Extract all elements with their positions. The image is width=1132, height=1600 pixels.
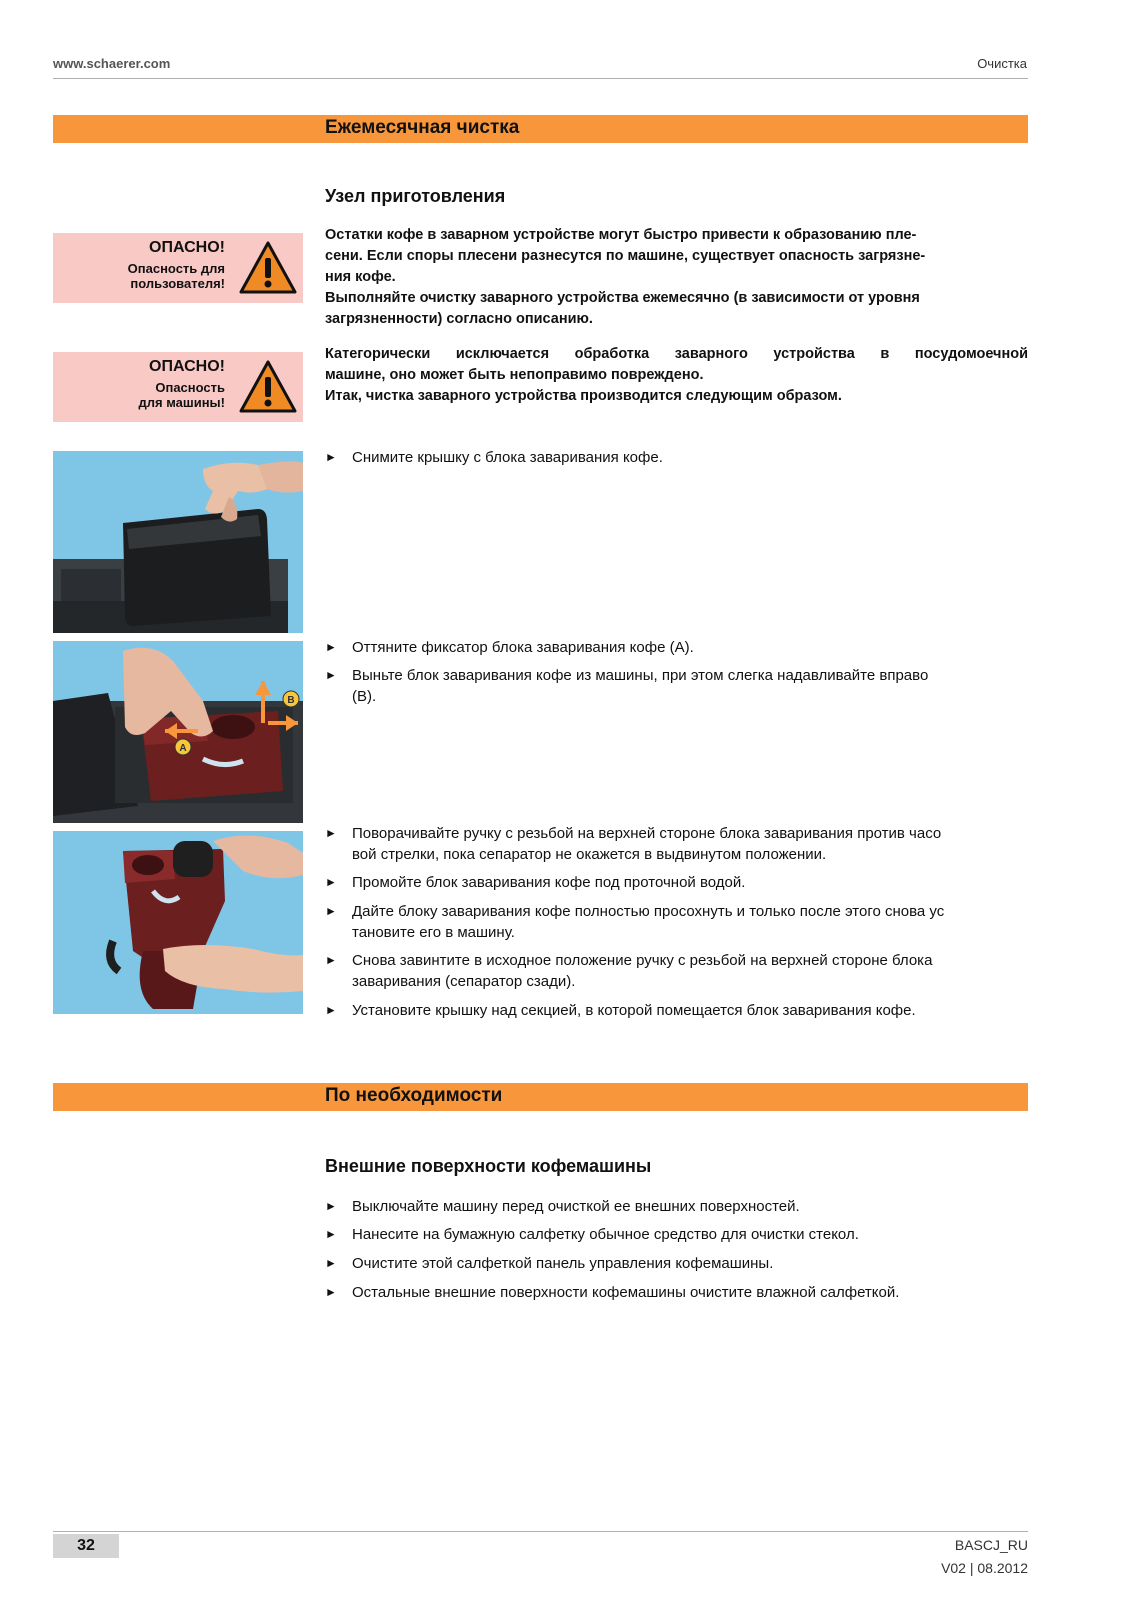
bullet-arrow-icon: ► xyxy=(325,1256,337,1270)
step-text-line: Дайте блоку заваривания кофе полностью просохнуть и только после этого снова ус xyxy=(352,903,945,920)
bullet-arrow-icon: ► xyxy=(325,668,337,682)
step-text: Установите крышку над секцией, в которой помещается блок заваривания кофе. xyxy=(352,1002,916,1019)
section-title: По необходимости xyxy=(325,1085,503,1106)
page-number: 32 xyxy=(53,1534,119,1558)
step-item xyxy=(325,447,1028,468)
step-text-line: (B). xyxy=(352,688,377,705)
paragraph-line: загрязненности) согласно описанию. xyxy=(325,311,593,327)
step-text: Промойте блок заваривания кофе под проточной водой. xyxy=(352,874,746,891)
danger-title: ОПАСНО! xyxy=(149,358,225,375)
paragraph-line: Категорически исключается обработка заварного устройства в посудомоечной xyxy=(325,346,1028,362)
section-name: Очистка xyxy=(977,56,1027,71)
step-text xyxy=(352,665,1028,707)
warning-triangle-icon xyxy=(238,240,298,296)
paragraph-line: Итак, чистка заварного устройства производится следующим образом. xyxy=(325,388,842,404)
step-item xyxy=(325,1282,1028,1303)
warning-paragraph-machine xyxy=(325,344,1028,407)
danger-box-user xyxy=(53,233,303,303)
paragraph-line: машине, оно может быть непоправимо повреждено. xyxy=(325,367,704,383)
step-item xyxy=(325,823,1028,865)
bullet-arrow-icon: ► xyxy=(325,1227,337,1241)
photo-brewing-unit-latch xyxy=(53,641,303,823)
step-item xyxy=(325,637,1028,658)
step-text-line: вой стрелки, пока сепаратор не окажется в выдвинутом положении. xyxy=(352,846,827,863)
paragraph-line: сени. Если споры плесени разнесутся по машине, существует опасность загрязне- xyxy=(325,248,926,264)
step-text xyxy=(352,823,1028,865)
step-text: Оттяните фиксатор блока заваривания кофе (A). xyxy=(352,639,694,656)
header-divider xyxy=(53,78,1028,79)
step-text-line: Выньте блок заваривания кофе из машины, при этом слегка надавливайте вправо xyxy=(352,667,929,684)
step-item xyxy=(325,1253,1028,1274)
danger-text-line: пользователя! xyxy=(130,276,225,291)
bullet-arrow-icon: ► xyxy=(325,875,337,889)
section-band-as-needed xyxy=(53,1083,1028,1111)
footer-divider xyxy=(53,1531,1028,1532)
section-title: Ежемесячная чистка xyxy=(325,117,520,138)
bullet-arrow-icon: ► xyxy=(325,953,337,967)
danger-box-machine xyxy=(53,352,303,422)
step-text: Остальные внешние поверхности кофемашины очистите влажной салфеткой. xyxy=(352,1284,900,1301)
step-text: Очистите этой салфеткой панель управления кофемашины. xyxy=(352,1255,774,1272)
danger-text-line: Опасность xyxy=(155,380,225,395)
step-item xyxy=(325,1196,1028,1217)
warning-paragraph-user xyxy=(325,225,1028,330)
label-b: B xyxy=(287,695,295,706)
paragraph-line: ния кофе. xyxy=(325,269,396,285)
subsection-title: Узел приготовления xyxy=(325,186,506,206)
warning-triangle-icon xyxy=(238,359,298,415)
step-item xyxy=(325,1000,1028,1021)
website-url: www.schaerer.com xyxy=(53,56,171,71)
danger-title: ОПАСНО! xyxy=(149,239,225,256)
bullet-arrow-icon: ► xyxy=(325,640,337,654)
step-text xyxy=(352,950,1028,992)
bullet-arrow-icon: ► xyxy=(325,904,337,918)
bullet-arrow-icon: ► xyxy=(325,826,337,840)
danger-text xyxy=(53,380,225,410)
step-item xyxy=(325,1224,1028,1245)
step-text-line: Снова завинтите в исходное положение ручку с резьбой на верхней стороне блока xyxy=(352,952,933,969)
photo-remove-cover xyxy=(53,451,303,633)
danger-text-line: для машины! xyxy=(138,395,225,410)
step-text xyxy=(352,901,1028,943)
step-item xyxy=(325,665,1028,707)
step-item xyxy=(325,901,1028,943)
label-a: A xyxy=(179,743,187,754)
bullet-arrow-icon: ► xyxy=(325,1285,337,1299)
photo-brewing-unit-hand xyxy=(53,831,303,1014)
danger-text xyxy=(53,261,225,291)
step-text-line: Поворачивайте ручку с резьбой на верхней стороне блока заваривания против часо xyxy=(352,825,942,842)
document-version: V02 | 08.2012 xyxy=(941,1560,1028,1576)
bullet-arrow-icon: ► xyxy=(325,1199,337,1213)
paragraph-line: Остатки кофе в заварном устройстве могут быстро привести к образованию пле- xyxy=(325,227,917,243)
step-text: Выключайте машину перед очисткой ее внешних поверхностей. xyxy=(352,1198,800,1215)
bullet-arrow-icon: ► xyxy=(325,1003,337,1017)
step-text: Нанесите на бумажную салфетку обычное средство для очистки стекол. xyxy=(352,1226,859,1243)
bullet-arrow-icon: ► xyxy=(325,450,337,464)
document-id: BASCJ_RU xyxy=(954,1537,1028,1553)
step-text: Снимите крышку с блока заваривания кофе. xyxy=(352,449,663,466)
step-text-line: заваривания (сепаратор сзади). xyxy=(352,973,576,990)
step-item xyxy=(325,872,1028,893)
danger-text-line: Опасность для xyxy=(127,261,225,276)
subsection-title: Внешние поверхности кофемашины xyxy=(325,1156,652,1176)
step-item xyxy=(325,950,1028,992)
paragraph-line: Выполняйте очистку заварного устройства ежемесячно (в зависимости от уровня xyxy=(325,290,920,306)
section-band-monthly xyxy=(53,115,1028,143)
step-text-line: тановите его в машину. xyxy=(352,924,515,941)
